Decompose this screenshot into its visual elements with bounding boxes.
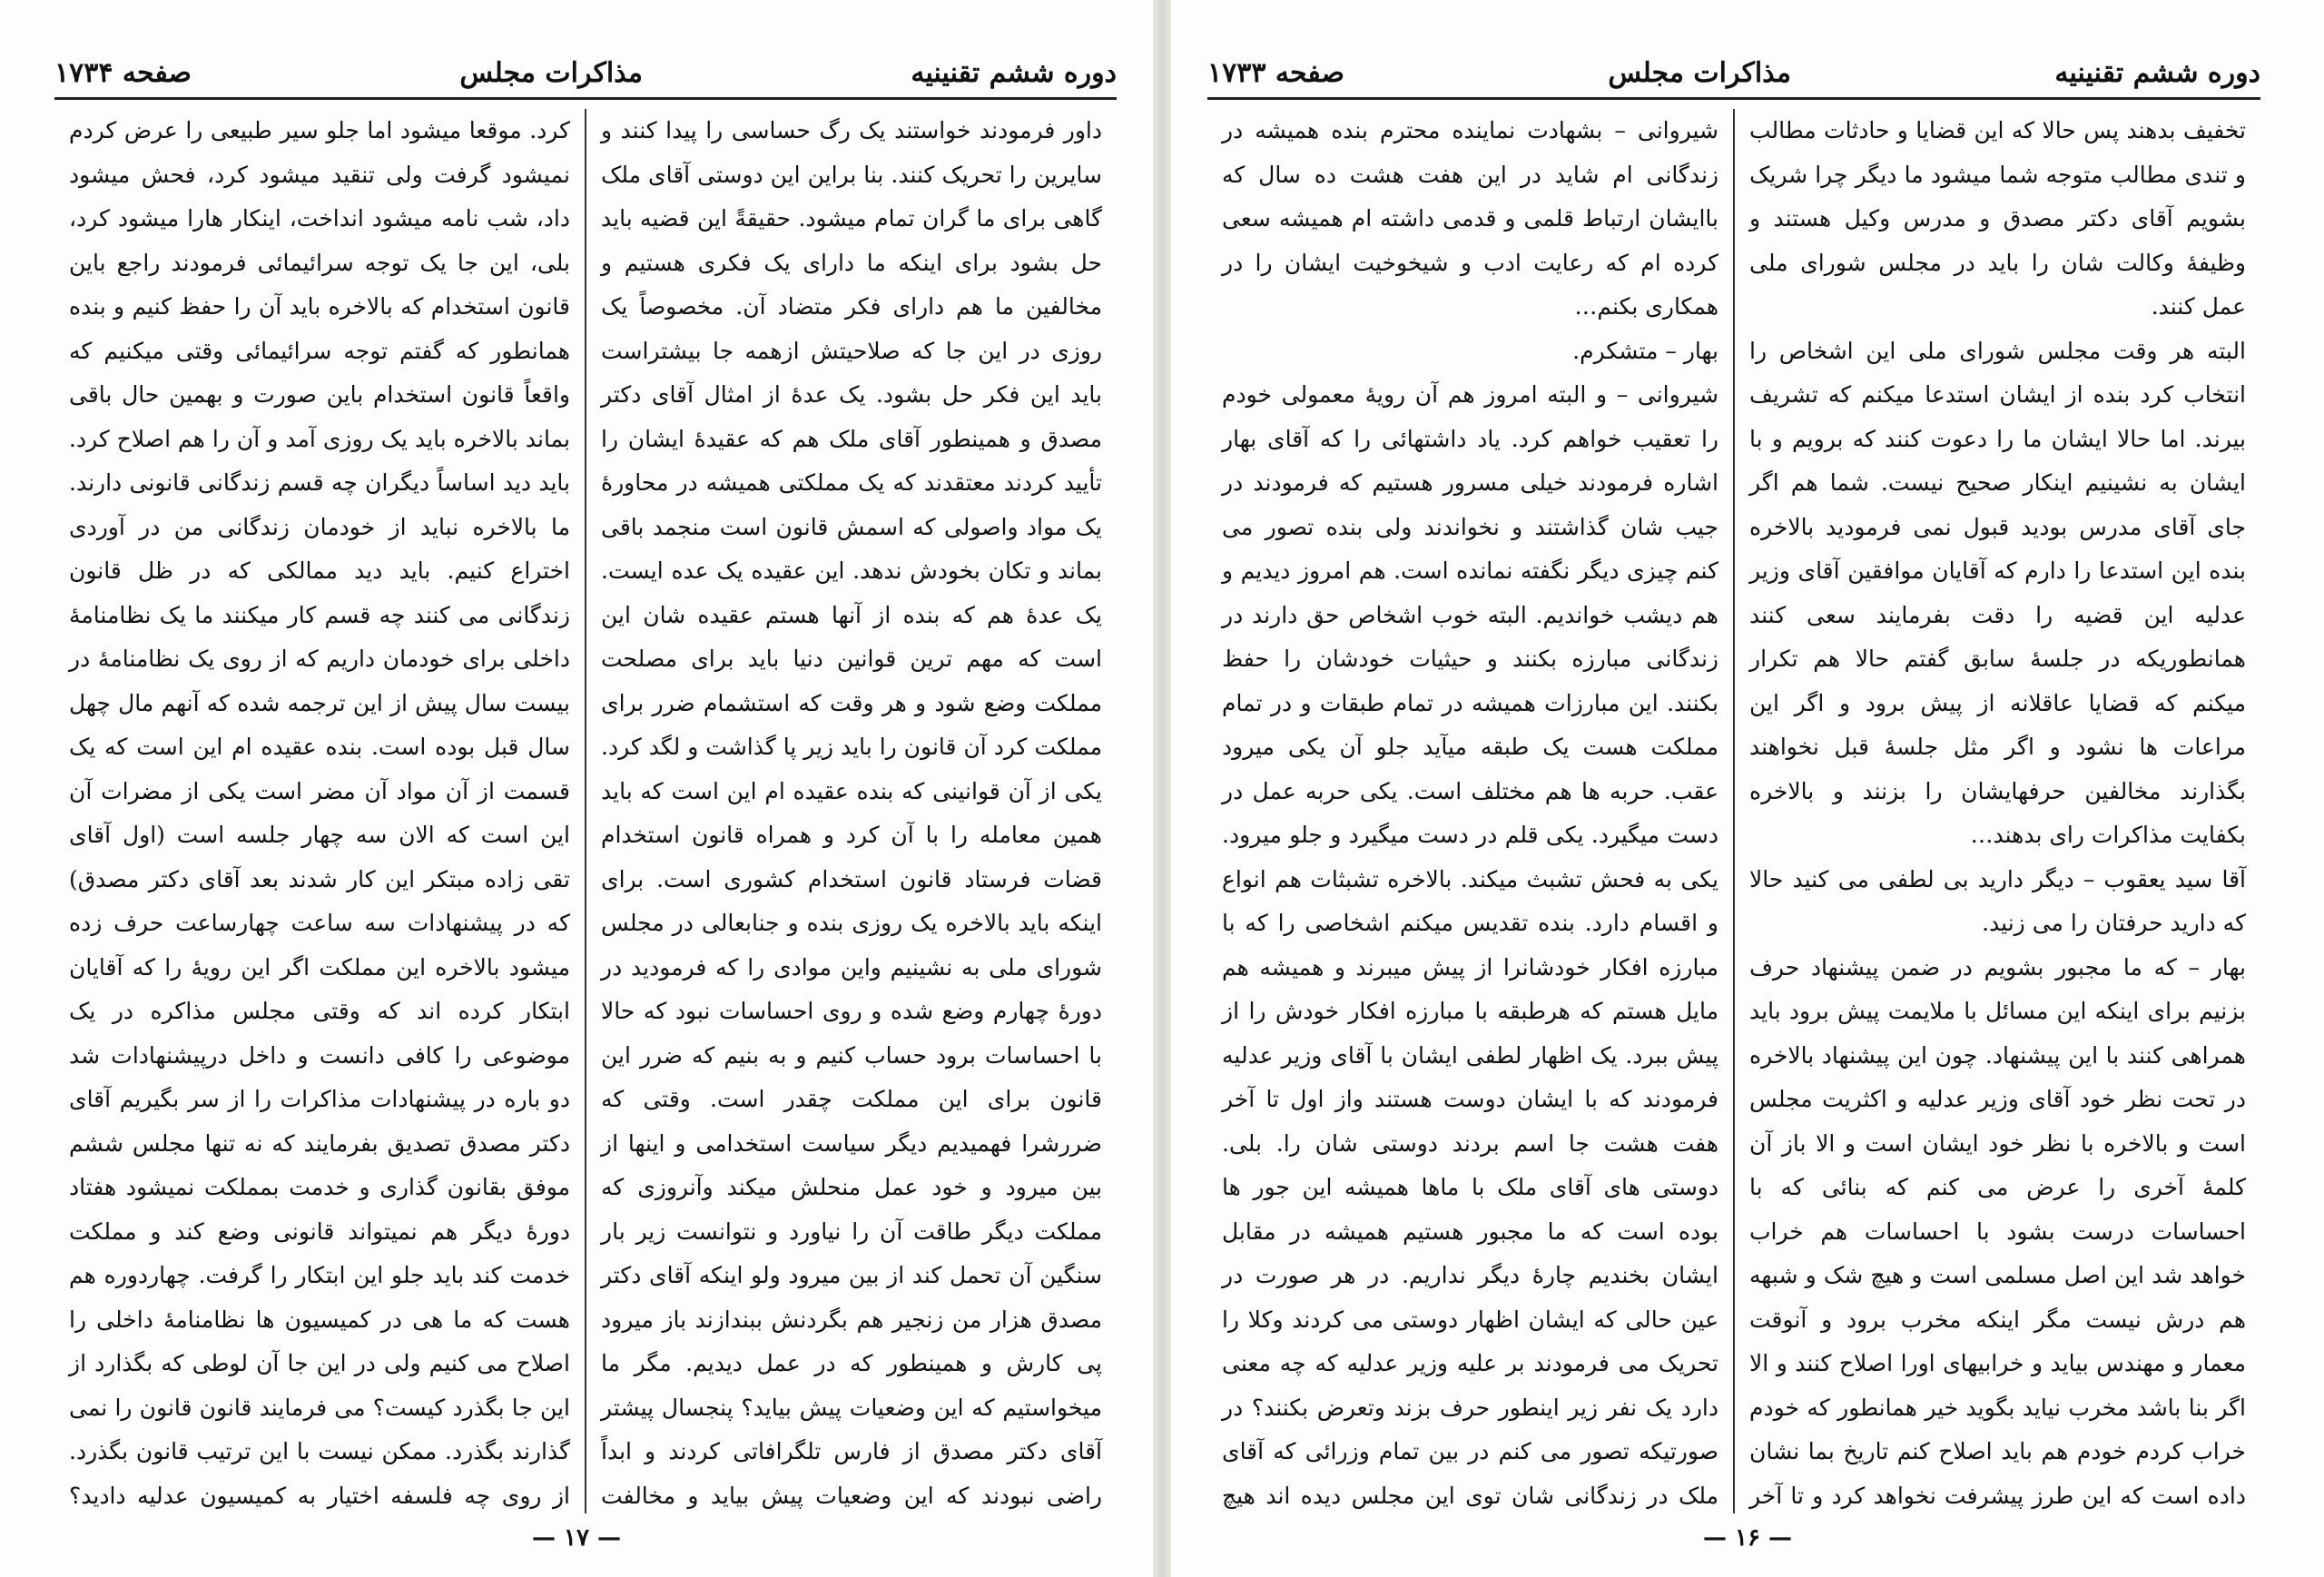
page-1734	[0, 0, 1153, 1577]
column-left: شیروانی – بشهادت نماینده محترم بنده همیشه در زندگانی ام شاید در این هفت هشت ده سال که باایشان ارتباط قلمی و قدمی داشته ام همیشه سعی کرده ام که رعایت ادب و شیخوخیت ایشان را در همکاری بکنم… بهار – متشکرم. شیروانی – و البته امروز هم آن رویهٔ معمولی خودم را تعقیب خواهم کرد. یاد داشتهائی را که آقای بهار اشاره فرمودند خیلی مسرور هستیم که فرمودند در جیب شان گذاشتند و نخواندند ولی بنده تصور می کنم چیزی دیگر نگفته نمانده است. هم امروز دیدیم و هم دیشب خواندیم. البته خوب اشخاص حق دارند در زندگانی مبارزه بکنند و حیثیات خودشان را حفظ بکنند. این مبارزات همیشه در تمام طبقات و در تمام مملکت هست یک طبقه میآید جلو آن یکی میرود عقب. حربه ها هم مختلف است. یکی حربه عمل در دست میگیرد. یکی قلم در دست میگیرد و جلو میرود. یکی به فحش تشبث میکند. بالاخره تشبثات هم انواع و اقسام دارد. بنده تقدیس میکنم اشخاصی را که با مبارزه افکار خودشانرا از پیش میبرند و همیشه هم مایل هستم که هرطبقه با مبارزه افکار خودش را از پیش ببرد. یک اظهار لطفی ایشان با آقای وزیر عدلیه فرمودند که با ایشان دوست هستند واز اول تا آخر هفت هشت جا اسم بردند دوستی شان را. بلی. دوستی های آقای ملک با ماها همیشه این جور ها بوده است که ما مجبور هستیم همیشه در مقابل ایشان بخندیم چارهٔ دیگر نداریم. در هر صورت در عین حالی که ایشان اظهار دوستی می کردند وکلا را تحریک می فرمودند بر علیه وزیر عدلیه که چه معنی دارد یک نفر زیر اینطور حرف بزند وتعرض بکنند؟ در صورتیکه تصور می کنم در بین تمام وزرائی که آقای ملک در زندگانی شان توی این مجلس دیده اند هیچ	[1222, 117, 1718, 1509]
header-rule	[1207, 97, 2260, 100]
header-rule	[54, 97, 1117, 100]
text-columns	[1207, 109, 2260, 1513]
running-header	[1207, 44, 2260, 89]
journal-title: مذاکرات مجلس	[1608, 57, 1791, 89]
column-divider	[1733, 109, 1735, 1513]
running-header	[54, 44, 1117, 89]
session-label: دوره ششم تقنینیه	[2054, 57, 2260, 89]
journal-title: مذاکرات مجلس	[459, 57, 643, 89]
page-1733	[1171, 0, 2324, 1577]
text-columns	[54, 109, 1117, 1513]
column-right: تخفیف بدهند پس حالا که این قضایا و حادثات مطالب و تندی مطالب متوجه شما میشود ما دیگر چرا شریک بشویم آقای دکتر مصدق و مدرس وکیل هستند و وظیفهٔ وکالت شان را باید در مجلس شورای ملی عمل کنند. البته هر وقت مجلس شورای ملی این اشخاص را انتخاب کرد بنده از ایشان استدعا میکنم که تشریف بیرند. اما حالا ایشان ما را دعوت کنند که برویم و با ایشان به نشینیم اینکار صحیح نیست. شما هم اگر جای آقای مدرس بودید قبول نمی فرمودید بالاخره بنده این استدعا را دارم که آقایان موافقین آقای وزیر عدلیه این قضیه را دقت بفرمایند سعی کنند همانطوریکه در جلسهٔ سابق گفتم حالا هم تکرار میکنم که قضایا عاقلانه از پیش برود و اگر این مراعات ها نشود و اگر مثل جلسهٔ قبل نخواهند بگذارند مخالفین حرفهایشان را بزنند و بالاخره بکفایت مذاکرات رای بدهند… آقا سید یعقوب – دیگر دارید بی لطفی می کنید حالا که دارید حرفتان را می زنید. بهار – که ما مجبور بشویم در ضمن پیشنهاد حرف بزنیم برای اینکه این مسائل با ملایمت پیش برود باید همراهی کنند با این پیشنهاد. چون این پیشنهاد بالاخره در تحت نظر خود آقای وزیر عدلیه و اکثریت مجلس است و بالاخره با نظر خود ایشان است و الا باز آن کلمهٔ آخری را عرض می کنم که بنائی که با احساسات درست بشود با احساسات هم خراب خواهد شد این اصل مسلمی است و هیچ شک و شبهه هم درش نیست مگر اینکه مخرب برود و آنوقت معمار و مهندس بیاید و خرابیهای اورا اصلاح کنند و الا اگر بنا باشد مخرب نیاید بگوید خیر همانطور که خودم خراب کردم خودم هم باید اصلاح کنم تاریخ بما نشان داده است که این طرز پیشرفت نخواهد کرد و تا آخر	[1749, 117, 2246, 1509]
page-number-label: صفحه ۱۷۳۴	[54, 57, 192, 89]
session-label: دوره ششم تقنینیه	[911, 57, 1117, 89]
book-gutter	[1153, 0, 1171, 1577]
page-footer-number: — ۱۶ —	[1702, 1524, 1793, 1552]
column-left: کرد. موقعا میشود اما جلو سیر طبیعی را عرض کردم نمیشود گرفت ولی تنقید میشود کرد، فحش میشود داد، شب نامه میشود انداخت، اینکار هارا میشود کرد، بلی، این جا یک توجه سرائیمائی فرمودند راجع باین قانون استخدام که بالاخره باید آن را حفظ کنیم و بنده همانطور که گفتم توجه سرائیمائی وقتی میکنیم که واقعاً قانون استخدام باین صورت و بهمین حال باقی بماند بالاخره باید یک روزی آمد و آن را هم اصلاح کرد. باید دید اساساً دیگران چه قسم زندگانی قانونی دارند. ما بالاخره نباید از خودمان زندگانی من در آوردی اختراع کنیم. باید دید ممالکی که در ظل قانون زندگانی می کنند چه قسم کار میکنند ما یک نظامنامهٔ داخلی برای خودمان داریم که از روی یک نظامنامهٔ در بیست سال پیش از این ترجمه شده که آنهم مال چهل سال قبل بوده است. بنده عقیده ام این است که یک قسمت از آن مواد آن مضر است یکی از مضرات آن این است که الان سه چهار جلسه است (اول آقای تقی زاده مبتکر این کار شدند بعد آقای دکتر مصدق) که در پیشنهادات سه ساعت چهارساعت حرف زده میشود بالاخره این مملکت اگر این رویهٔ را که آقایان ابتکار کرده اند که وقتی مجلس مذاکره در یک موضوعی را کافی دانست و داخل درپیشنهادات شد دو باره در پیشنهادات مذاکرات را از سر بگیریم آقای دکتر مصدق تصدیق بفرمایند که نه تنها مجلس ششم موفق بقانون گذاری و خدمت بمملکت نمیشود هفتاد دورهٔ دیگر هم نمیتواند قانونی وضع کند و مملکت خدمت کند باید جلو این ابتکار را گرفت. چهاردوره هم هست که ما هی در کمیسیون ها نظامنامهٔ داخلی را اصلاح می کنیم ولی در این جا آن لوطی که بگذارد از این جا بگذرد کیست؟ می فرمایند قانون قانون را نمی گذارند بگذرد. ممکن نیست با این ترتیب قانون بگذرد. از روی چه فلسفه اختیار به کمیسیون عدلیه دادید؟	[69, 117, 570, 1509]
page-footer-number: — ۱۷ —	[531, 1524, 622, 1552]
column-right: داور فرمودند خواستند یک رگ حساسی را پیدا کنند و سایرین را تحریک کنند. بنا براین این دوستی آقای ملک گاهی برای ما گران تمام میشود. حقیقةً این قضیه باید حل بشود برای اینکه ما دارای یک فکری هستیم و مخالفین ما هم دارای فکر متضاد آن. مخصوصاً یک روزی در این جا که صلاحیتش ازهمه جا بیشتراست باید این فکر حل بشود. یک عدهٔ از امثال آقای دکتر مصدق و همینطور آقای ملک هم که عقیدهٔ ایشان را تأیید کردند معتقدند که یک مملکتی همیشه در محاورهٔ یک مواد واصولی که اسمش قانون است منجمد باقی بماند و تکان بخودش ندهد. این عقیده یک عده ایست. یک عدهٔ هم که بنده از آنها هستم عقیده شان این است که مهم ترین قوانین دنیا باید برای مصلحت مملکت وضع شود و هر وقت که استشمام ضرر برای مملکت کرد آن قانون را باید زیر پا گذاشت و لگد کرد. یکی از آن قوانینی که بنده عقیده ام این است که باید همین معامله را با آن کرد و همراه قانون استخدام قضات فرستاد قانون استخدام کشوری است. برای اینکه باید بالاخره یک روزی بنده و جنابعالی در مجلس شورای ملی به نشینیم واین موادی را که فرمودید در دورهٔ چهارم وضع شده و روی احساسات نبود که حالا با احساسات برود حساب کنیم و به بنیم که ضرر این قانون برای این مملکت چقدر است. وقتی که ضررشرا فهمیدیم دیگر سیاست استخدامی و اینها از بین میرود و خود عمل منحلش میکند وآنروزی که مملکت دیگر طاقت آن را نیاورد و نتوانست زیر بار سنگین آن تحمل کند از بین میرود ولو اینکه آقای دکتر مصدق هزار من زنجیر هم بگردنش ببندازند باز میرود پی کارش و همینطور که در عمل دیدیم. مگر ما میخواستیم که این وضعیات پیش بیاید؟ پنجسال پیشتر آقای دکتر مصدق از فارس تلگرافاتی کردند و ابداً راضی نبودند که این وضعیات پیش بیاید و مخالفت	[601, 117, 1102, 1509]
column-divider	[585, 109, 586, 1513]
page-number-label: صفحه ۱۷۳۳	[1207, 57, 1345, 89]
